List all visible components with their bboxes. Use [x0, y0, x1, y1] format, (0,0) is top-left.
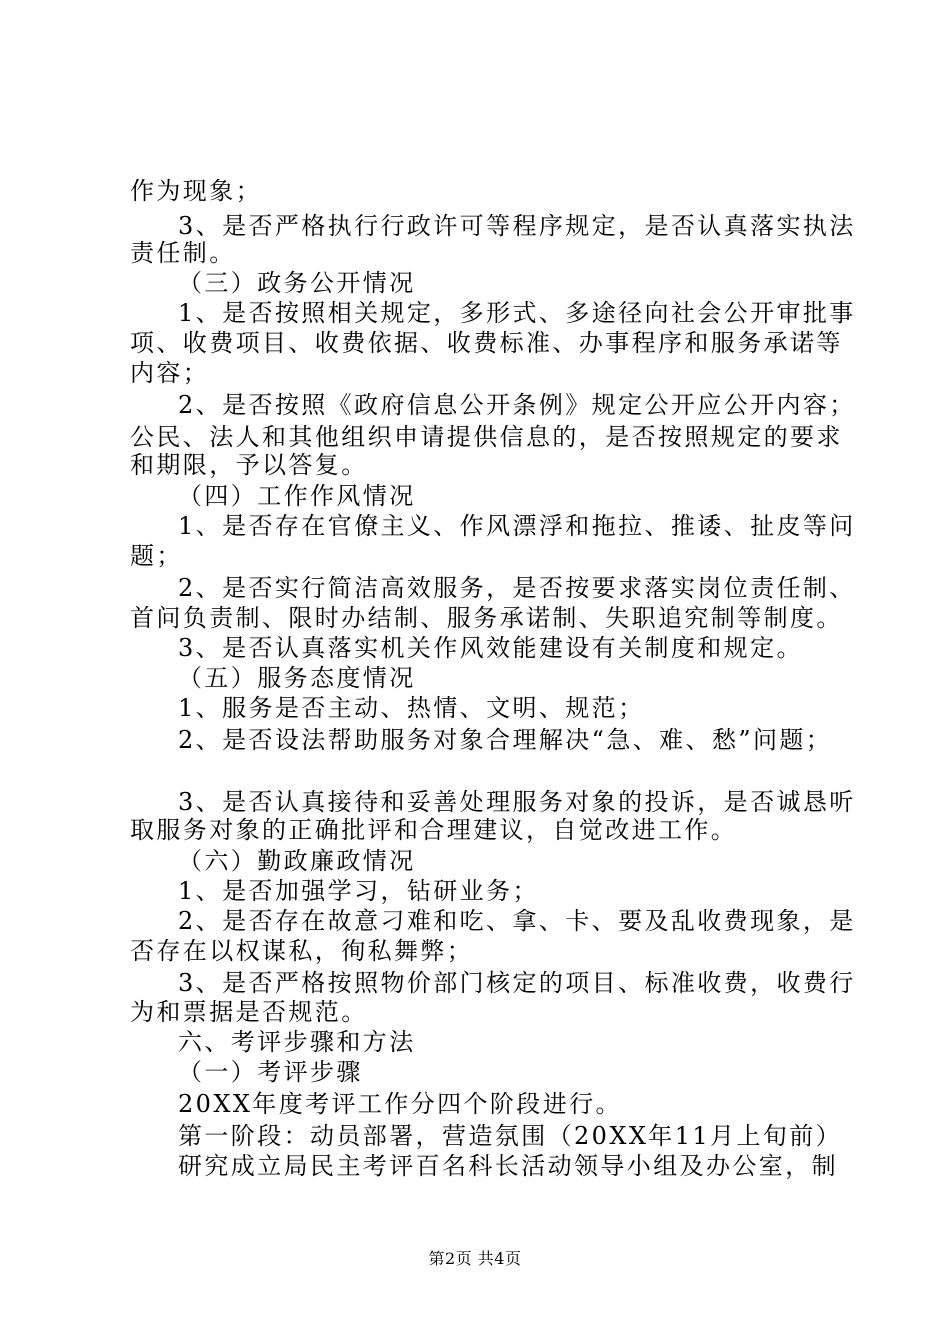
text-line: 20XX年度考评工作分四个阶段进行。: [178, 1090, 622, 1118]
text-line: 首问负责制、限时办结制、服务承诺制、失职追究制等制度。: [130, 604, 843, 632]
text-line: 1、是否加强学习，钻研业务；: [178, 877, 539, 905]
text-line: 取服务对象的正确批评和合理建议，自觉改进工作。: [130, 816, 738, 844]
text-line: 3、是否严格执行行政许可等程序规定，是否认真落实执法: [178, 212, 856, 240]
text-line: 2、是否按照《政府信息公开条例》规定公开应公开内容；: [178, 391, 856, 419]
section-heading: （五）服务态度情况: [178, 664, 416, 692]
text-line: 否存在以权谋私，徇私舞弊；: [130, 937, 474, 965]
text-line: 2、是否存在故意刁难和吃、拿、卡、要及乱收费现象，是: [178, 907, 856, 935]
text-line: 公民、法人和其他组织申请提供信息的，是否按照规定的要求: [130, 423, 843, 451]
text-line: 第一阶段：动员部署，营造氛围（20XX年11月上旬前）: [178, 1122, 843, 1150]
text-line: 3、是否认真接待和妥善处理服务对象的投诉，是否诚恳听: [178, 788, 856, 816]
text-line: 1、是否存在官僚主义、作风漂浮和拖拉、推诿、扯皮等问: [178, 512, 856, 540]
section-heading: 六、考评步骤和方法: [178, 1028, 416, 1056]
text-line: 1、是否按照相关规定，多形式、多途径向社会公开审批事: [178, 299, 856, 327]
text-line: 2、是否设法帮助服务对象合理解决“急、难、愁”问题；: [178, 726, 833, 754]
section-heading: （六）勤政廉政情况: [178, 847, 416, 875]
text-line: 3、是否认真落实机关作风效能建设有关制度和规定。: [178, 634, 803, 662]
text-line: 和期限，予以答复。: [130, 451, 368, 479]
section-heading: （四）工作作风情况: [178, 482, 416, 510]
text-line: 研究成立局民主考评百名科长活动领导小组及办公室，制: [178, 1152, 838, 1180]
text-line: 作为现象；: [130, 177, 262, 205]
text-line: 3、是否严格按照物价部门核定的项目、标准收费，收费行: [178, 969, 856, 997]
text-line: 1、服务是否主动、热情、文明、规范；: [178, 694, 645, 722]
text-line: 为和票据是否规范。: [130, 998, 368, 1026]
section-heading: （一）考评步骤: [178, 1058, 363, 1086]
text-line: 项、收费项目、收费依据、收费标准、办事程序和服务承诺等: [130, 329, 843, 357]
text-line: 责任制。: [130, 239, 236, 267]
section-heading: （三）政务公开情况: [178, 269, 416, 297]
page-number-footer: 第2页 共4页: [428, 1249, 522, 1268]
text-line: 题；: [130, 542, 183, 570]
text-line: 2、是否实行简洁高效服务，是否按要求落实岗位责任制、: [178, 574, 856, 602]
text-line: 内容；: [130, 359, 210, 387]
